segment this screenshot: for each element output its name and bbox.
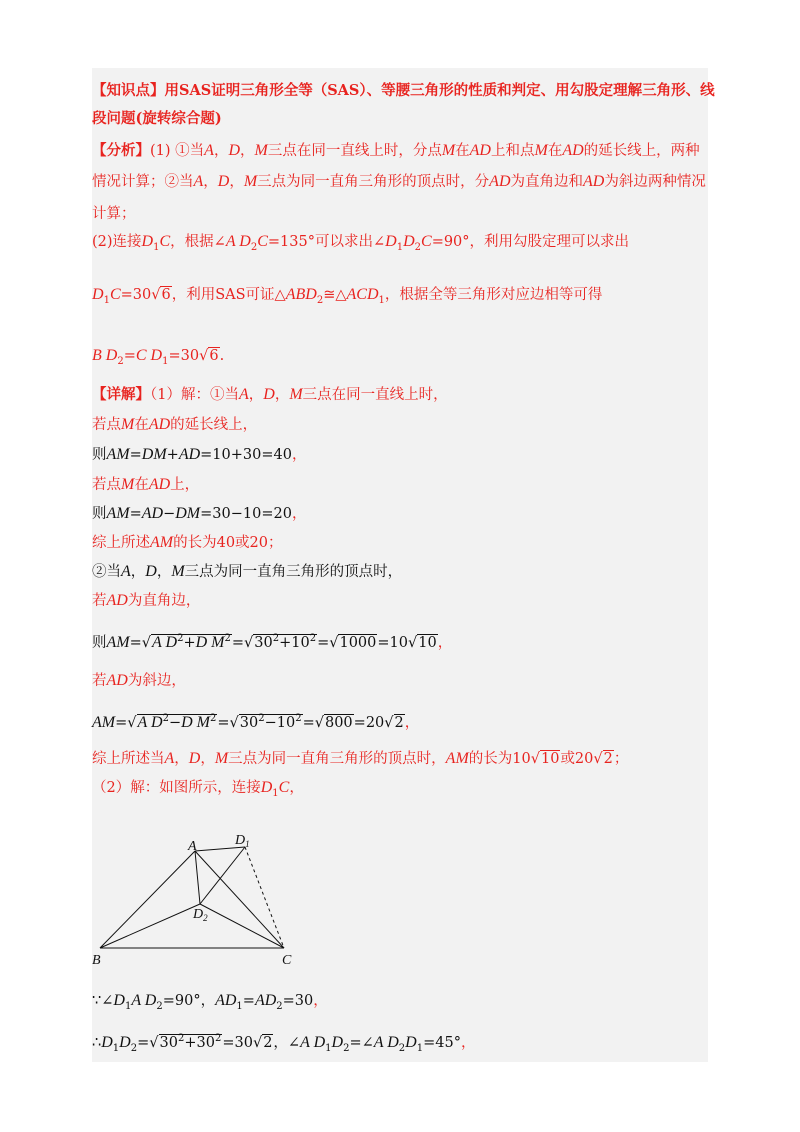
label-b: B — [92, 953, 101, 968]
text-line-3: 【分析】(1) ①当A，D，M三点在同一直线上时，分点M在AD上和点M在AD的延长线上，两种 — [92, 142, 700, 159]
text-line-12: 若点M在AD上， — [92, 476, 200, 493]
segment-b-d2 — [100, 904, 200, 948]
text-line-2: 段问题(旋转综合题) — [92, 110, 222, 127]
segment-d1-c-dashed — [245, 847, 284, 948]
segment-d2-c — [200, 904, 284, 948]
segment-a-d2 — [195, 851, 200, 904]
label-d1: $D_1$ — [235, 833, 250, 849]
text-line-7: $D_1C=30√6$，利用SAS可证$\triangle ABD_2≅\triangle ACD_1$，根据全等三角形对应边相等可得 — [92, 286, 603, 306]
text-line-6: (2)连接$D_1C$，根据∠A $D_2C=135^\circ$可以求出$\angle D_1D_2C=90^\circ$，利用勾股定理可以求出 — [92, 233, 630, 253]
text-line-15: ②当A，D，M三点为同一直角三角形的顶点时， — [92, 563, 403, 580]
text-line-16: 若AD为直角边， — [92, 592, 201, 609]
text-line-13: 则AM=AD−DM=30−10=20， — [92, 505, 307, 522]
text-line-5: 计算； — [92, 206, 136, 222]
segment-d1-d2 — [200, 847, 245, 904]
text-line-4: 情况计算；②当A，D，M三点为同一直角三角形的顶点时，分AD为直角边和AD为斜边两种情况 — [92, 173, 706, 190]
text-line-1: 【知识点】用SAS证明三角形全等（SAS）、等腰三角形的性质和判定、用勾股定理解三角形、线 — [92, 82, 715, 99]
text-line-10: 若点M在AD的延长线上， — [92, 416, 258, 433]
segment-a-c — [195, 851, 284, 948]
text-line-21: （2）解：如图所示，连接$D_1C$， — [92, 779, 304, 799]
text-line-19: AM=√A $D^2-D$ $M^2=√30^2-10^2=√800=20√2$， — [92, 713, 420, 731]
text-line-11: 则AM=DM+AD=10+30=40， — [92, 446, 307, 463]
text-line-20: 综上所述当A，D，M三点为同一直角三角形的顶点时，AM的长为10√10或20√2； — [92, 750, 629, 767]
text-line-23: $\therefore D_1D_2=√30^2+30^2=30√2$，∠A $D_1D_2=\angle A$ $D_2D_1=45^\circ$， — [92, 1033, 476, 1054]
label-d2: $D_2$ — [193, 907, 208, 923]
text-line-18: 若AD为斜边， — [92, 672, 186, 689]
label-c: C — [282, 953, 292, 968]
label-a: A — [188, 839, 197, 854]
text-line-17: 则AM=√A $D^2+D$ $M^2=√30^2+10^2=√1000=10√10$， — [92, 633, 453, 651]
text-line-8: B $D_2=C$ $D_1=30√6$. — [92, 347, 225, 367]
segment-b-a — [100, 851, 195, 948]
text-line-9: 【详解】（1）解：①当A，D，M三点在同一直线上时， — [92, 386, 448, 403]
geometry-figure — [92, 824, 312, 974]
text-line-22: $\because\angle D_1A$ $D_2=90^\circ$，$AD_1=AD_2=30$， — [92, 992, 328, 1012]
text-line-14: 综上所述AM的长为40或20； — [92, 534, 283, 551]
